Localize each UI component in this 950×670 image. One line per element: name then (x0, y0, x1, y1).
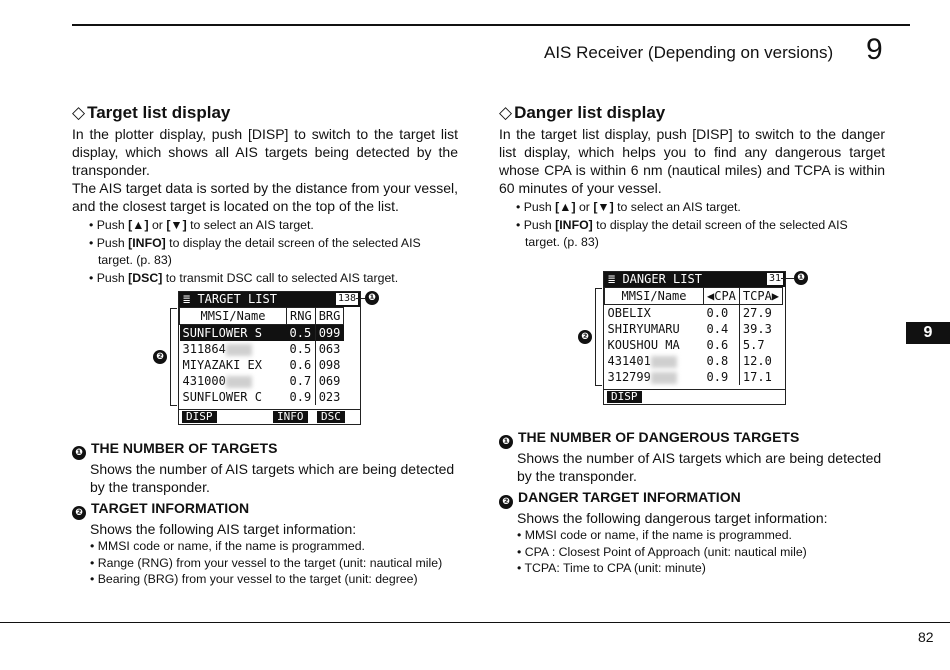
callout-2: ❷ (578, 330, 592, 344)
target-table (179, 307, 344, 405)
bullet-item: • Push [INFO] to display the detail screen of the selected AIS target. (p. 83) (516, 217, 848, 249)
table-row[interactable]: SUNFLOWER C 0.9 023 (180, 389, 344, 405)
callout-bracket (170, 308, 177, 406)
col-header: BRG (315, 308, 344, 325)
info-softkey[interactable]: INFO (273, 411, 308, 423)
left-column (72, 103, 458, 287)
definition-item: • CPA : Closest Point of Approach (unit: nautical mile) (517, 544, 807, 559)
paragraph: In the plotter display, push [DISP] to switch to the target list display, which shows all AIS targets being detected by the transponder. (72, 126, 458, 178)
softkey-bar (604, 389, 785, 404)
screen-title-bar: ≣ DANGER LIST 31 (604, 272, 785, 287)
section-title: ◇ Danger list display (499, 103, 666, 122)
col-header: MMSI/Name (605, 288, 704, 305)
disp-softkey[interactable]: DISP (607, 391, 642, 403)
table-row[interactable]: OBELIX 0.0 27.9 (605, 305, 783, 322)
callout-2: ❷ (153, 350, 167, 364)
col-header: MMSI/Name (180, 308, 287, 325)
danger-table (604, 287, 783, 385)
definition-item: • Bearing (BRG) from your vessel to the target (unit: degree) (90, 572, 418, 586)
table-row[interactable]: SHIRYUMARU 0.4 39.3 (605, 321, 783, 337)
right-definitions (499, 429, 885, 577)
definition-body: Shows the number of AIS targets which are being detected by the transponder. (90, 461, 455, 495)
paragraph: The AIS target data is sorted by the distance from your vessel, and the closest target is located on the top of the list. (72, 180, 458, 214)
footer-rule (0, 622, 950, 623)
col-header: RNG (287, 308, 316, 325)
disp-softkey[interactable]: DISP (182, 411, 217, 423)
table-row[interactable]: KOUSHOU MA 0.6 5.7 (605, 337, 783, 353)
page-number: 82 (918, 629, 934, 645)
col-header: ◀CPA (704, 288, 740, 305)
definition-item: • Range (RNG) from your vessel to the target (unit: nautical mile) (90, 555, 443, 570)
table-row[interactable]: 431000 0.7 069 (180, 373, 344, 389)
table-row[interactable]: 311864 0.5 063 (180, 341, 344, 357)
bullet-item: • Push [INFO] to display the detail screen of the selected AIS target. (p. 83) (89, 235, 421, 267)
left-definitions (72, 440, 458, 588)
callout-bracket (595, 288, 602, 386)
table-row[interactable]: MIYAZAKI EX 0.6 098 (180, 357, 344, 373)
callout-leader (356, 298, 365, 299)
definition-heading: ❶ THE NUMBER OF DANGEROUS TARGETS (499, 429, 885, 449)
table-row[interactable]: SUNFLOWER S 0.5 099 (180, 325, 344, 342)
diamond-icon: ◇ (72, 103, 86, 122)
callout-1: ❶ (794, 271, 808, 285)
definition-item: • TCPA: Time to CPA (unit: minute) (517, 561, 706, 575)
target-count: 138 (337, 293, 356, 304)
danger-list-screen (603, 271, 786, 405)
dsc-softkey[interactable]: DSC (317, 411, 345, 423)
bullet-item: • Push [▲] or [▼] to select an AIS target. (516, 200, 741, 214)
bullet-item: • Push [DSC] to transmit DSC call to selected AIS target. (89, 270, 399, 285)
definition-heading: ❷ DANGER TARGET INFORMATION (499, 489, 885, 509)
side-chapter-tab: 9 (906, 322, 950, 344)
bullet-item: • Push [▲] or [▼] to select an AIS target. (89, 218, 314, 232)
table-row[interactable]: 431401 0.8 12.0 (605, 353, 783, 369)
definition-item: • MMSI code or name, if the name is programmed. (90, 539, 365, 553)
callout-leader (781, 278, 794, 279)
target-list-screen (178, 291, 361, 425)
definition-body: Shows the number of AIS targets which are being detected by the transponder. (517, 450, 882, 484)
header-rule (72, 24, 910, 26)
chapter-number: 9 (866, 33, 883, 66)
definition-item: • MMSI code or name, if the name is programmed. (517, 528, 792, 542)
col-header: TCPA▶ (739, 288, 782, 305)
danger-count: 31 (768, 273, 781, 284)
right-column (499, 103, 885, 252)
callout-1: ❶ (365, 291, 379, 305)
softkey-bar (179, 409, 360, 424)
table-row[interactable]: 312799 0.9 17.1 (605, 369, 783, 385)
paragraph: In the target list display, push [DISP] to switch to the danger list display, which helps you to find any dangerous target whose CPA is within 6 nm (nautical miles) and TCPA is within 60 minutes of your vessel. (499, 126, 885, 196)
section-title: ◇ Target list display (72, 103, 231, 122)
definition-body: Shows the following AIS target information: (90, 521, 357, 537)
definition-heading: ❶ THE NUMBER OF TARGETS (72, 440, 458, 460)
header-title: AIS Receiver (Depending on versions) (544, 43, 834, 62)
definition-heading: ❷ TARGET INFORMATION (72, 500, 458, 520)
diamond-icon: ◇ (499, 103, 513, 122)
screen-title-bar: ≣ TARGET LIST 138 (179, 292, 360, 307)
definition-body: Shows the following dangerous target information: (517, 510, 828, 526)
